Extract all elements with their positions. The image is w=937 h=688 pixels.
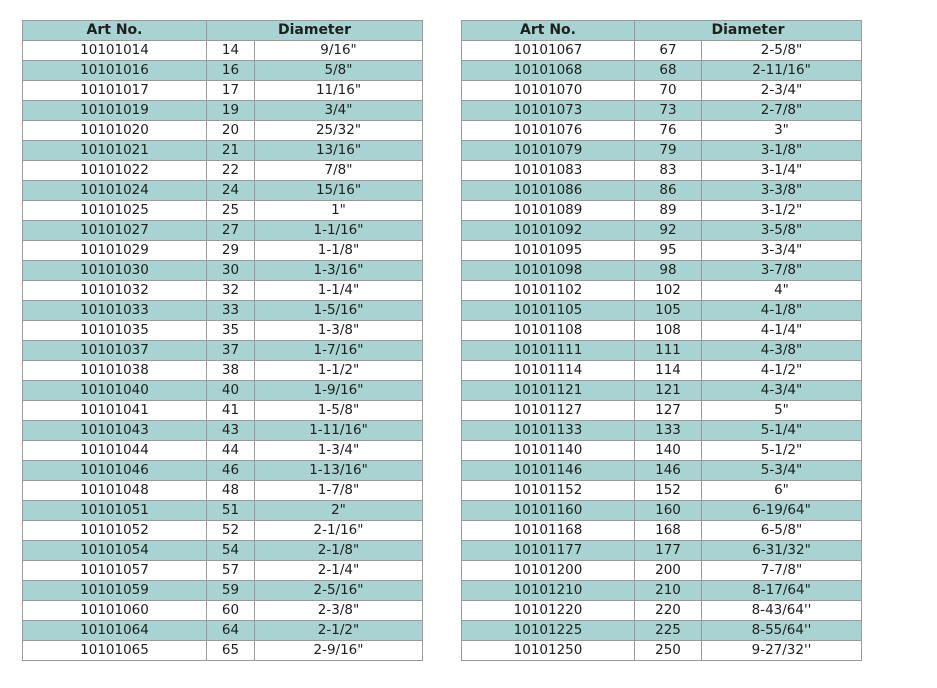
table-row xyxy=(23,461,423,481)
art-no-cell: 10101032 xyxy=(23,281,207,301)
art-no-cell: 10101146 xyxy=(462,461,635,481)
diameter-inch-cell: 5-1/4" xyxy=(702,421,862,441)
diameter-inch-cell: 6-31/32" xyxy=(702,541,862,561)
diameter-mm-cell: 57 xyxy=(207,561,255,581)
left-table-body xyxy=(23,41,423,661)
table-row xyxy=(462,621,862,641)
diameter-inch-cell: 8-55/64'' xyxy=(702,621,862,641)
diameter-inch-cell: 3-5/8" xyxy=(702,221,862,241)
art-no-cell: 10101060 xyxy=(23,601,207,621)
diameter-mm-cell: 210 xyxy=(635,581,702,601)
diameter-inch-cell: 2-1/16" xyxy=(255,521,423,541)
art-no-cell: 10101098 xyxy=(462,261,635,281)
diameter-mm-cell: 200 xyxy=(635,561,702,581)
art-no-cell: 10101037 xyxy=(23,341,207,361)
table-row xyxy=(462,41,862,61)
diameter-inch-cell: 6-5/8" xyxy=(702,521,862,541)
diameter-mm-cell: 32 xyxy=(207,281,255,301)
diameter-mm-cell: 146 xyxy=(635,461,702,481)
art-no-cell: 10101152 xyxy=(462,481,635,501)
table-row xyxy=(23,441,423,461)
art-no-cell: 10101033 xyxy=(23,301,207,321)
table-row xyxy=(23,261,423,281)
art-no-cell: 10101083 xyxy=(462,161,635,181)
art-no-cell: 10101025 xyxy=(23,201,207,221)
table-row xyxy=(23,301,423,321)
diameter-inch-cell: 1-5/8" xyxy=(255,401,423,421)
table-row xyxy=(23,201,423,221)
art-no-cell: 10101057 xyxy=(23,561,207,581)
art-no-cell: 10101024 xyxy=(23,181,207,201)
table-row xyxy=(23,521,423,541)
diameter-inch-cell: 2-1/4" xyxy=(255,561,423,581)
diameter-mm-cell: 22 xyxy=(207,161,255,181)
art-no-cell: 10101133 xyxy=(462,421,635,441)
art-no-cell: 10101160 xyxy=(462,501,635,521)
diameter-mm-cell: 160 xyxy=(635,501,702,521)
diameter-inch-cell: 2-5/8" xyxy=(702,41,862,61)
diameter-inch-cell: 2" xyxy=(255,501,423,521)
table-row xyxy=(23,221,423,241)
diameter-inch-cell: 3-1/4" xyxy=(702,161,862,181)
diameter-inch-cell: 13/16" xyxy=(255,141,423,161)
table-row xyxy=(23,421,423,441)
diameter-inch-cell: 2-3/8" xyxy=(255,601,423,621)
art-no-cell: 10101059 xyxy=(23,581,207,601)
diameter-mm-cell: 21 xyxy=(207,141,255,161)
diameter-inch-cell: 1" xyxy=(255,201,423,221)
diameter-inch-cell: 1-3/8" xyxy=(255,321,423,341)
table-row xyxy=(23,121,423,141)
table-row xyxy=(462,581,862,601)
table-header-row xyxy=(462,21,862,41)
art-no-cell: 10101140 xyxy=(462,441,635,461)
diameter-inch-cell: 3" xyxy=(702,121,862,141)
diameter-mm-cell: 51 xyxy=(207,501,255,521)
table-row xyxy=(462,301,862,321)
art-no-cell: 10101095 xyxy=(462,241,635,261)
art-no-cell: 10101067 xyxy=(462,41,635,61)
diameter-inch-cell: 4-1/4" xyxy=(702,321,862,341)
art-no-cell: 10101220 xyxy=(462,601,635,621)
diameter-mm-cell: 220 xyxy=(635,601,702,621)
diameter-inch-cell: 8-43/64'' xyxy=(702,601,862,621)
diameter-inch-cell: 2-11/16" xyxy=(702,61,862,81)
table-row xyxy=(462,61,862,81)
art-no-cell: 10101035 xyxy=(23,321,207,341)
art-no-cell: 10101014 xyxy=(23,41,207,61)
diameter-mm-cell: 17 xyxy=(207,81,255,101)
table-row xyxy=(23,181,423,201)
right-table-body xyxy=(462,41,862,661)
diameter-inch-cell: 3/4" xyxy=(255,101,423,121)
table-row xyxy=(462,101,862,121)
diameter-mm-cell: 140 xyxy=(635,441,702,461)
table-row xyxy=(462,421,862,441)
diameter-inch-cell: 6-19/64" xyxy=(702,501,862,521)
table-row xyxy=(23,321,423,341)
diameter-inch-cell: 5-3/4" xyxy=(702,461,862,481)
diameter-inch-cell: 4-1/8" xyxy=(702,301,862,321)
diameter-inch-cell: 3-3/4" xyxy=(702,241,862,261)
diameter-mm-cell: 95 xyxy=(635,241,702,261)
diameter-mm-cell: 38 xyxy=(207,361,255,381)
diameter-header: Diameter xyxy=(635,21,862,41)
art-no-cell: 10101250 xyxy=(462,641,635,661)
diameter-mm-cell: 52 xyxy=(207,521,255,541)
table-row xyxy=(23,641,423,661)
table-row xyxy=(23,281,423,301)
art-no-cell: 10101111 xyxy=(462,341,635,361)
table-row xyxy=(462,541,862,561)
diameter-mm-cell: 76 xyxy=(635,121,702,141)
diameter-inch-cell: 5" xyxy=(702,401,862,421)
art-no-cell: 10101019 xyxy=(23,101,207,121)
table-row xyxy=(23,601,423,621)
art-no-cell: 10101041 xyxy=(23,401,207,421)
diameter-mm-cell: 27 xyxy=(207,221,255,241)
diameter-mm-cell: 29 xyxy=(207,241,255,261)
diameter-inch-cell: 2-1/8" xyxy=(255,541,423,561)
table-row xyxy=(462,121,862,141)
diameter-mm-cell: 43 xyxy=(207,421,255,441)
table-row xyxy=(462,401,862,421)
art-no-cell: 10101017 xyxy=(23,81,207,101)
table-row xyxy=(462,461,862,481)
table-row xyxy=(462,441,862,461)
diameter-mm-cell: 121 xyxy=(635,381,702,401)
diameter-mm-cell: 70 xyxy=(635,81,702,101)
diameter-inch-cell: 9/16" xyxy=(255,41,423,61)
diameter-mm-cell: 41 xyxy=(207,401,255,421)
table-row xyxy=(462,641,862,661)
table-row xyxy=(462,521,862,541)
table-row xyxy=(462,381,862,401)
art-no-cell: 10101070 xyxy=(462,81,635,101)
diameter-inch-cell: 1-3/4" xyxy=(255,441,423,461)
art-no-cell: 10101048 xyxy=(23,481,207,501)
diameter-mm-cell: 152 xyxy=(635,481,702,501)
table-row xyxy=(23,381,423,401)
art-no-cell: 10101051 xyxy=(23,501,207,521)
diameter-inch-cell: 5-1/2" xyxy=(702,441,862,461)
diameter-header: Diameter xyxy=(207,21,423,41)
diameter-mm-cell: 98 xyxy=(635,261,702,281)
diameter-inch-cell: 1-1/16" xyxy=(255,221,423,241)
diameter-inch-cell: 1-7/16" xyxy=(255,341,423,361)
diameter-inch-cell: 3-1/2" xyxy=(702,201,862,221)
table-row xyxy=(23,361,423,381)
art-no-cell: 10101016 xyxy=(23,61,207,81)
art-no-cell: 10101089 xyxy=(462,201,635,221)
table-row xyxy=(23,501,423,521)
table-row xyxy=(23,161,423,181)
art-no-header: Art No. xyxy=(23,21,207,41)
table-row xyxy=(462,241,862,261)
table-row xyxy=(462,481,862,501)
diameter-mm-cell: 64 xyxy=(207,621,255,641)
diameter-mm-cell: 48 xyxy=(207,481,255,501)
art-no-cell: 10101022 xyxy=(23,161,207,181)
diameter-mm-cell: 127 xyxy=(635,401,702,421)
art-no-cell: 10101225 xyxy=(462,621,635,641)
art-no-cell: 10101108 xyxy=(462,321,635,341)
diameter-inch-cell: 2-5/16" xyxy=(255,581,423,601)
diameter-inch-cell: 9-27/32'' xyxy=(702,641,862,661)
diameter-mm-cell: 20 xyxy=(207,121,255,141)
table-row xyxy=(462,341,862,361)
diameter-mm-cell: 54 xyxy=(207,541,255,561)
table-row xyxy=(462,161,862,181)
art-no-cell: 10101127 xyxy=(462,401,635,421)
art-no-cell: 10101200 xyxy=(462,561,635,581)
diameter-mm-cell: 68 xyxy=(635,61,702,81)
diameter-mm-cell: 60 xyxy=(207,601,255,621)
diameter-mm-cell: 24 xyxy=(207,181,255,201)
diameter-inch-cell: 1-3/16" xyxy=(255,261,423,281)
art-no-cell: 10101177 xyxy=(462,541,635,561)
table-row xyxy=(23,561,423,581)
diameter-inch-cell: 7/8" xyxy=(255,161,423,181)
art-no-cell: 10101030 xyxy=(23,261,207,281)
diameter-mm-cell: 111 xyxy=(635,341,702,361)
diameter-mm-cell: 19 xyxy=(207,101,255,121)
table-row xyxy=(23,341,423,361)
art-no-cell: 10101102 xyxy=(462,281,635,301)
art-no-cell: 10101168 xyxy=(462,521,635,541)
diameter-inch-cell: 4-1/2" xyxy=(702,361,862,381)
art-no-cell: 10101027 xyxy=(23,221,207,241)
table-row xyxy=(462,141,862,161)
table-row xyxy=(462,501,862,521)
table-row xyxy=(462,361,862,381)
diameter-inch-cell: 25/32" xyxy=(255,121,423,141)
table-row xyxy=(23,61,423,81)
diameter-inch-cell: 3-1/8" xyxy=(702,141,862,161)
table-header-row xyxy=(23,21,423,41)
table-row xyxy=(23,621,423,641)
art-no-cell: 10101043 xyxy=(23,421,207,441)
art-no-cell: 10101052 xyxy=(23,521,207,541)
diameter-mm-cell: 67 xyxy=(635,41,702,61)
art-no-cell: 10101029 xyxy=(23,241,207,261)
art-no-cell: 10101065 xyxy=(23,641,207,661)
table-row xyxy=(462,321,862,341)
art-no-cell: 10101092 xyxy=(462,221,635,241)
diameter-inch-cell: 11/16" xyxy=(255,81,423,101)
art-no-cell: 10101076 xyxy=(462,121,635,141)
diameter-table-left xyxy=(22,20,423,661)
diameter-inch-cell: 4" xyxy=(702,281,862,301)
diameter-mm-cell: 92 xyxy=(635,221,702,241)
diameter-mm-cell: 37 xyxy=(207,341,255,361)
diameter-inch-cell: 2-1/2" xyxy=(255,621,423,641)
diameter-mm-cell: 73 xyxy=(635,101,702,121)
diameter-mm-cell: 177 xyxy=(635,541,702,561)
diameter-inch-cell: 1-1/4" xyxy=(255,281,423,301)
diameter-mm-cell: 105 xyxy=(635,301,702,321)
diameter-mm-cell: 102 xyxy=(635,281,702,301)
table-row xyxy=(462,601,862,621)
diameter-mm-cell: 114 xyxy=(635,361,702,381)
diameter-mm-cell: 89 xyxy=(635,201,702,221)
table-row xyxy=(462,181,862,201)
table-row xyxy=(23,101,423,121)
diameter-mm-cell: 30 xyxy=(207,261,255,281)
diameter-inch-cell: 3-7/8" xyxy=(702,261,862,281)
table-row xyxy=(23,141,423,161)
diameter-inch-cell: 1-11/16" xyxy=(255,421,423,441)
diameter-inch-cell: 1-7/8" xyxy=(255,481,423,501)
diameter-inch-cell: 15/16" xyxy=(255,181,423,201)
diameter-table-right xyxy=(461,20,862,661)
diameter-mm-cell: 16 xyxy=(207,61,255,81)
diameter-mm-cell: 35 xyxy=(207,321,255,341)
diameter-mm-cell: 59 xyxy=(207,581,255,601)
diameter-mm-cell: 133 xyxy=(635,421,702,441)
art-no-cell: 10101054 xyxy=(23,541,207,561)
art-no-cell: 10101210 xyxy=(462,581,635,601)
diameter-mm-cell: 168 xyxy=(635,521,702,541)
diameter-inch-cell: 2-7/8" xyxy=(702,101,862,121)
diameter-inch-cell: 1-9/16" xyxy=(255,381,423,401)
diameter-mm-cell: 14 xyxy=(207,41,255,61)
diameter-mm-cell: 250 xyxy=(635,641,702,661)
art-no-cell: 10101114 xyxy=(462,361,635,381)
art-no-cell: 10101105 xyxy=(462,301,635,321)
table-row xyxy=(462,261,862,281)
table-row xyxy=(462,561,862,581)
diameter-mm-cell: 65 xyxy=(207,641,255,661)
diameter-mm-cell: 44 xyxy=(207,441,255,461)
diameter-mm-cell: 40 xyxy=(207,381,255,401)
art-no-cell: 10101021 xyxy=(23,141,207,161)
art-no-cell: 10101046 xyxy=(23,461,207,481)
table-row xyxy=(462,201,862,221)
art-no-cell: 10101086 xyxy=(462,181,635,201)
art-no-cell: 10101020 xyxy=(23,121,207,141)
diameter-inch-cell: 1-5/16" xyxy=(255,301,423,321)
diameter-inch-cell: 6" xyxy=(702,481,862,501)
diameter-inch-cell: 5/8" xyxy=(255,61,423,81)
diameter-inch-cell: 7-7/8" xyxy=(702,561,862,581)
diameter-inch-cell: 1-13/16" xyxy=(255,461,423,481)
diameter-mm-cell: 83 xyxy=(635,161,702,181)
art-no-cell: 10101038 xyxy=(23,361,207,381)
art-no-cell: 10101040 xyxy=(23,381,207,401)
art-no-cell: 10101064 xyxy=(23,621,207,641)
table-row xyxy=(462,81,862,101)
table-row xyxy=(462,281,862,301)
table-row xyxy=(23,541,423,561)
table-row xyxy=(23,481,423,501)
table-row xyxy=(23,81,423,101)
art-no-cell: 10101068 xyxy=(462,61,635,81)
diameter-mm-cell: 108 xyxy=(635,321,702,341)
diameter-mm-cell: 86 xyxy=(635,181,702,201)
diameter-inch-cell: 4-3/8" xyxy=(702,341,862,361)
diameter-mm-cell: 25 xyxy=(207,201,255,221)
diameter-inch-cell: 8-17/64" xyxy=(702,581,862,601)
diameter-inch-cell: 2-9/16" xyxy=(255,641,423,661)
diameter-mm-cell: 46 xyxy=(207,461,255,481)
table-row xyxy=(23,241,423,261)
diameter-inch-cell: 3-3/8" xyxy=(702,181,862,201)
diameter-inch-cell: 4-3/4" xyxy=(702,381,862,401)
table-row xyxy=(23,41,423,61)
table-row xyxy=(23,401,423,421)
art-no-cell: 10101079 xyxy=(462,141,635,161)
art-no-cell: 10101073 xyxy=(462,101,635,121)
diameter-inch-cell: 1-1/2" xyxy=(255,361,423,381)
diameter-inch-cell: 2-3/4" xyxy=(702,81,862,101)
art-no-header: Art No. xyxy=(462,21,635,41)
art-no-cell: 10101044 xyxy=(23,441,207,461)
art-no-cell: 10101121 xyxy=(462,381,635,401)
diameter-mm-cell: 33 xyxy=(207,301,255,321)
diameter-mm-cell: 225 xyxy=(635,621,702,641)
table-row xyxy=(23,581,423,601)
table-row xyxy=(462,221,862,241)
diameter-inch-cell: 1-1/8" xyxy=(255,241,423,261)
diameter-mm-cell: 79 xyxy=(635,141,702,161)
